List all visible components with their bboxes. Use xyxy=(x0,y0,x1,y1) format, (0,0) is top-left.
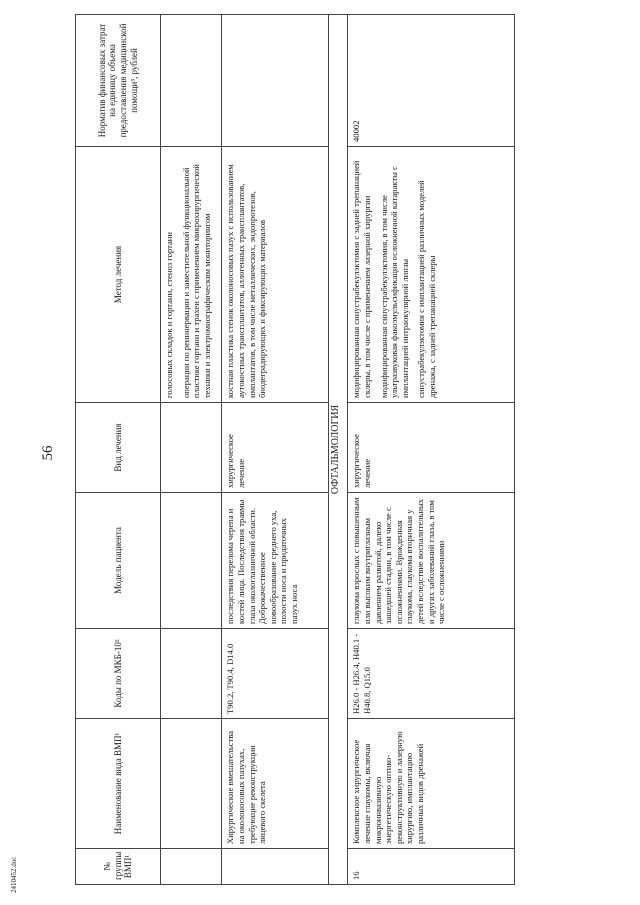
header-norm: Норматив финансовых затрат на единицу объема предоставления медицинской помощи³, рублей xyxy=(76,14,161,146)
cell-method: модифицированная синустрабекулэктомия с задней трепанацией склеры, в том числе с применением лазерной хирургии модифицированная синустрабекулэктомия, в том числе ультразвуковая факоэмульсификация осложненной катаракты с имплантацией интраокулярной линзы синустрабекулэктомия с имплантацией различных моделей дренажа, с задней трепанацией склеры xyxy=(348,146,515,402)
table-header-row xyxy=(76,14,161,884)
table-row xyxy=(161,14,222,884)
table-row xyxy=(348,14,515,884)
footer-filename: 2410452.doc xyxy=(10,856,18,893)
cell-norm: 40002 xyxy=(348,14,515,146)
table-row xyxy=(222,14,329,884)
cell-type: хирургическое лечение xyxy=(222,403,329,493)
cell-model: последствия перелома черепа и костей лица. Последствия травмы глаза окологлазничной области. Доброкачественное новообразование среднего уха, полости носа и придаточных пазух носа xyxy=(222,493,329,629)
cell-method: костная пластика стенок околоносовых пазух с использованием аутокостных трансплантатов, аллогенных трансплантатов, имплантатов, в том числе металлических, эндопротезов, биодеградирующих и фиксирующих материалов xyxy=(222,146,329,402)
page-number: 56 xyxy=(40,445,56,461)
header-model: Модель пациента xyxy=(76,493,161,629)
cell-model: глаукома взрослых с повышенным или высоким внутриглазным давлением развитой, далеко зашедшей стадии, в том числе с осложнениями. Врожденная глаукома, глаукома вторичная у детей вследствие воспалительных и других заболеваний глаза, в том числе с осложнениями xyxy=(348,493,515,629)
cell-codes: T90.2, T90.4, D14.0 xyxy=(222,629,329,719)
rotated-table-wrapper xyxy=(75,15,555,885)
header-codes: Коды по МКБ-10² xyxy=(76,629,161,719)
cell-method: голосовых складок и гортани, стеноз гортани операции по реиннервации и заместительной функциональной пластике гортани и трахеи с применением микрохирургической техники и электромиографическим мониторингом xyxy=(161,146,222,402)
section-row xyxy=(329,14,348,884)
header-type: Вид лечения xyxy=(76,403,161,493)
cell-type: хирургическое лечение xyxy=(348,403,515,493)
vmp-table xyxy=(75,14,515,885)
section-title: ОФТАЛЬМОЛОГИЯ xyxy=(329,14,348,884)
cell-codes: H26.0 - H26.4, H40.1 - H40.8, Q15.0 xyxy=(348,629,515,719)
cell-name: Комплексное хирургическое лечение глаукомы, включая микроинвазивную энергетическую оптико-реконструктивную и лазерную хирургию, имплантацию различных видов дренажей xyxy=(348,719,515,849)
header-name: Наименование вида ВМП¹ xyxy=(76,719,161,849)
cell-group: 16 xyxy=(348,849,515,885)
header-method: Метод лечения xyxy=(76,146,161,402)
header-group-no: № группы ВМП¹ xyxy=(76,849,161,885)
cell-name: Хирургические вмешательства на околоносовых пазухах, требующие реконструкции лицевого скелета xyxy=(222,719,329,849)
